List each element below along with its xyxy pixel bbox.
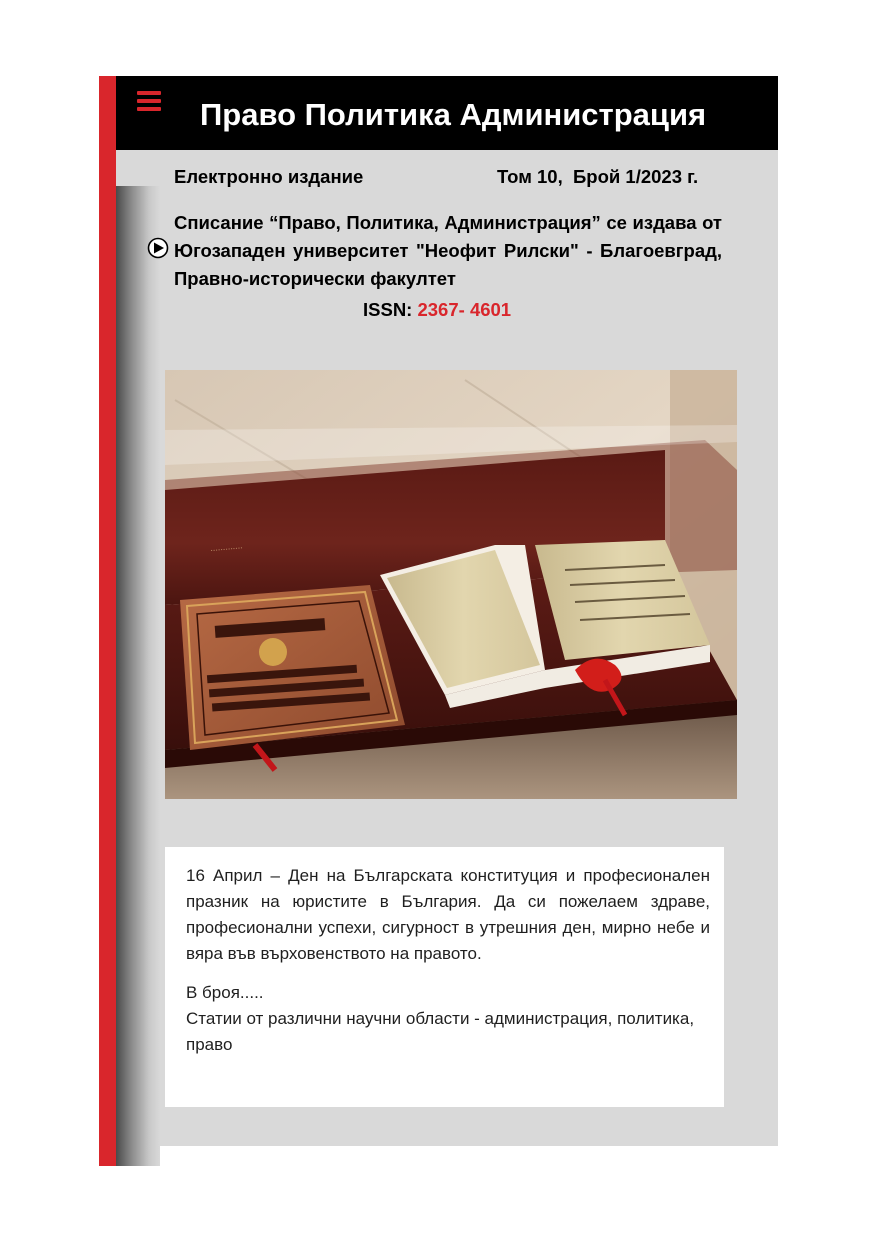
red-side-stripe [99,76,116,1166]
notice-box [165,847,724,1107]
svg-text:.............: ............. [209,540,244,555]
journal-description: Списание “Право, Политика, Администрация” се издава от Югозападен университет "Неофит Рилски" - Благоевград, Правно-исторически факултет [174,212,722,289]
issn-number: 2367- 4601 [417,299,512,320]
issue-volume: Том 10, Брой 1/2023 г. [497,166,699,187]
side-shadow [116,186,160,1166]
site-title: Право Политика Администрация [200,97,707,132]
issn [363,299,511,321]
hamburger-menu-icon[interactable] [137,91,161,111]
issn-label: ISSN: [363,299,413,320]
notice-paragraph: 16 Април – Ден на Българската конституция и професионален празник на юристите в България. Да си пожелаем здраве, професионални успехи, сигурност в утрешния ден, мирно небе и вяра във върховенството на правото. [186,866,710,963]
constitution-photo [165,370,737,799]
in-issue-text: Статии от различни научни области - администрация, политика, право [186,1009,695,1054]
in-issue-title: В броя..... [186,983,264,1002]
edition-label: Електронно издание [174,166,364,187]
play-icon[interactable] [147,237,169,259]
